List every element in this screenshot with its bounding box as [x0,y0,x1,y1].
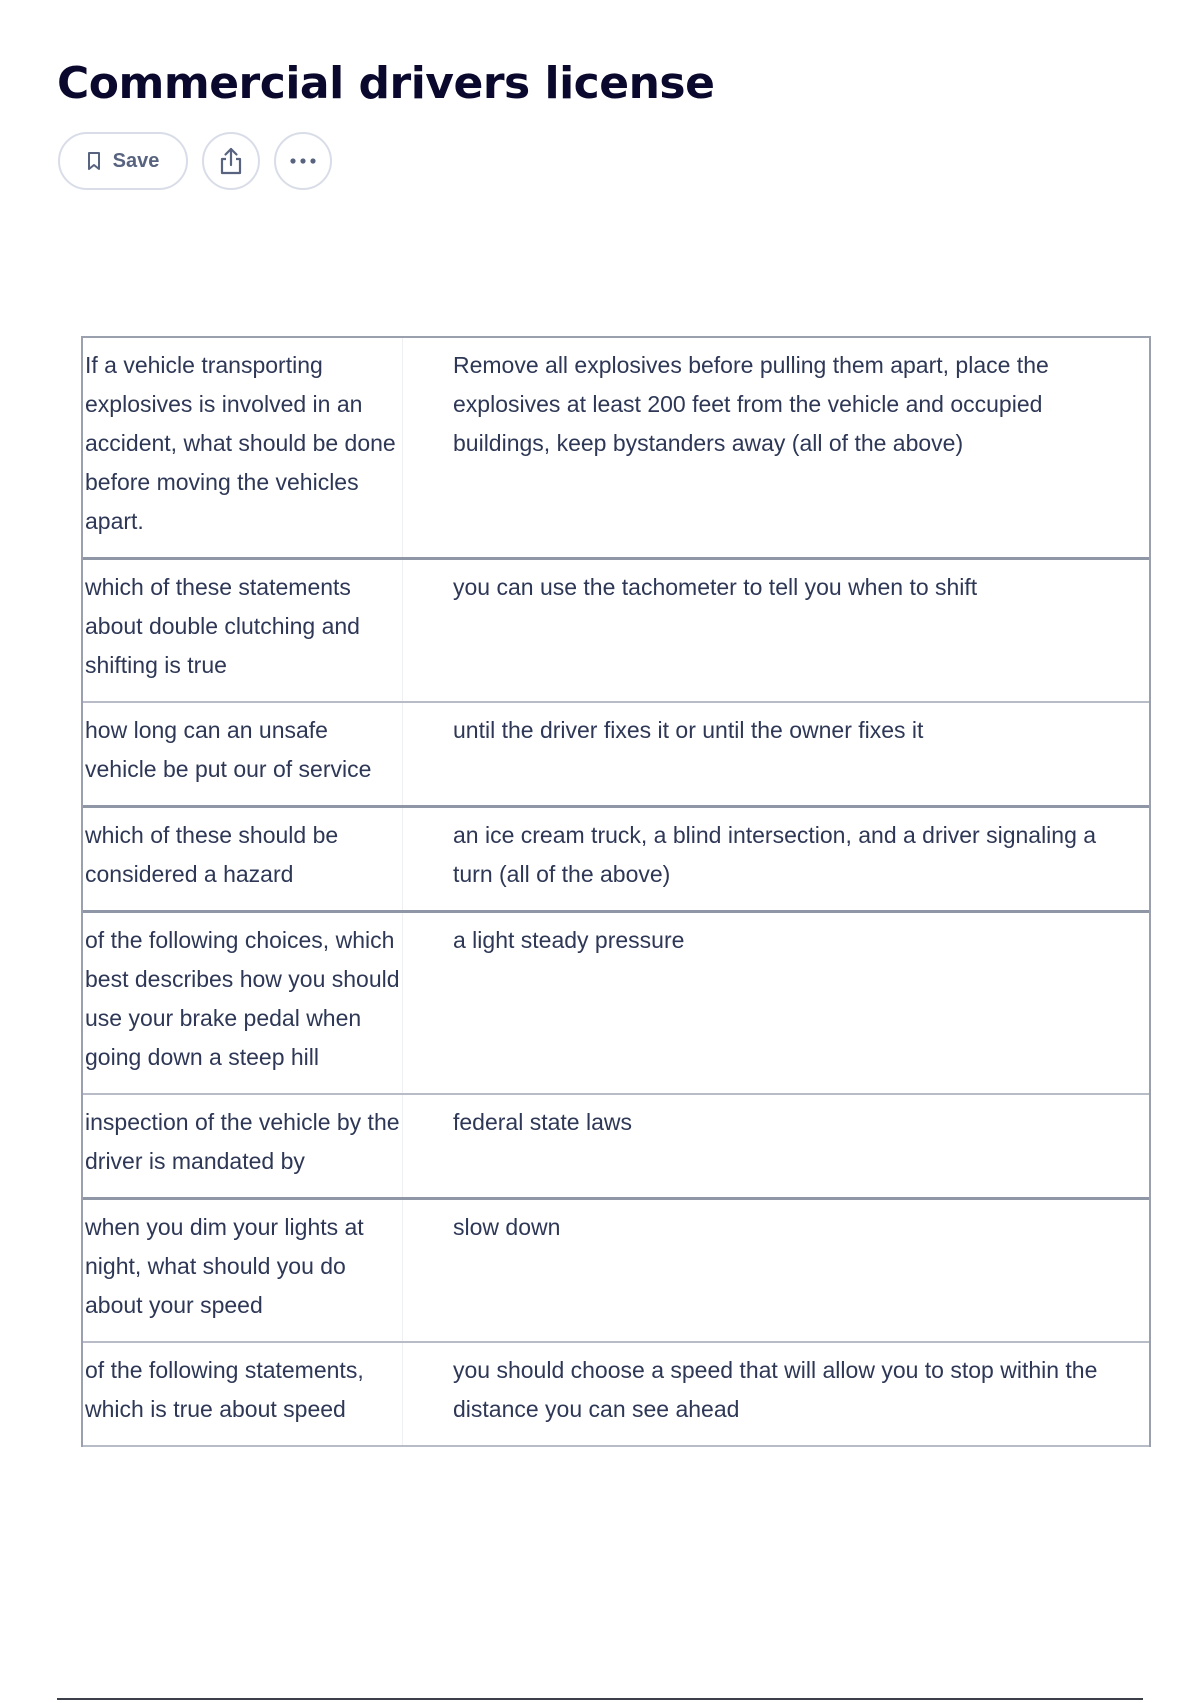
definition-cell: you should choose a speed that will allow you to stop within the distance you can see ahead [453,1357,1098,1422]
term-cell: of the following statements, which is true about speed [83,1343,403,1445]
table-row [83,338,1149,560]
table-row [83,1343,1149,1447]
table-row [83,808,1149,913]
action-bar [58,131,332,191]
term-cell: of the following choices, which best describes how you should use your brake pedal when going down a steep hill [83,913,403,1093]
share-icon [218,146,244,176]
table-row [83,560,1149,703]
page-bottom-whitespace [0,1543,1200,1703]
flashcard-table [81,336,1151,1447]
more-options-button[interactable] [274,132,332,190]
table-row [83,1200,1149,1343]
more-horizontal-icon [289,157,317,165]
definition-cell: you can use the tachometer to tell you when to shift [453,574,978,600]
definition-cell: federal state laws [453,1109,632,1135]
term-cell: If a vehicle transporting explosives is involved in an accident, what should be done before moving the vehicles apart. [83,338,403,557]
definition-cell: Remove all explosives before pulling them apart, place the explosives at least 200 feet from the vehicle and occupied buildings, keep bystanders away (all of the above) [453,352,1049,456]
term-cell: inspection of the vehicle by the driver is mandated by [83,1095,403,1197]
share-button[interactable] [202,132,260,190]
table-row [83,703,1149,808]
save-button-label: Save [112,149,160,172]
term-cell: which of these should be considered a hazard [83,808,403,910]
page-title: Commercial drivers license [57,58,715,109]
bookmark-icon [87,151,101,171]
term-cell: how long can an unsafe vehicle be put our of service [83,703,403,805]
term-cell: when you dim your lights at night, what should you do about your speed [83,1200,403,1341]
definition-cell: slow down [453,1214,561,1240]
term-cell: which of these statements about double clutching and shifting is true [83,560,403,701]
table-row [83,1095,1149,1200]
definition-cell: an ice cream truck, a blind intersection, and a driver signaling a turn (all of the above) [453,822,1097,887]
table-row [83,913,1149,1095]
definition-cell: a light steady pressure [453,927,685,953]
definition-cell: until the driver fixes it or until the owner fixes it [453,717,924,743]
save-button[interactable] [58,132,188,190]
